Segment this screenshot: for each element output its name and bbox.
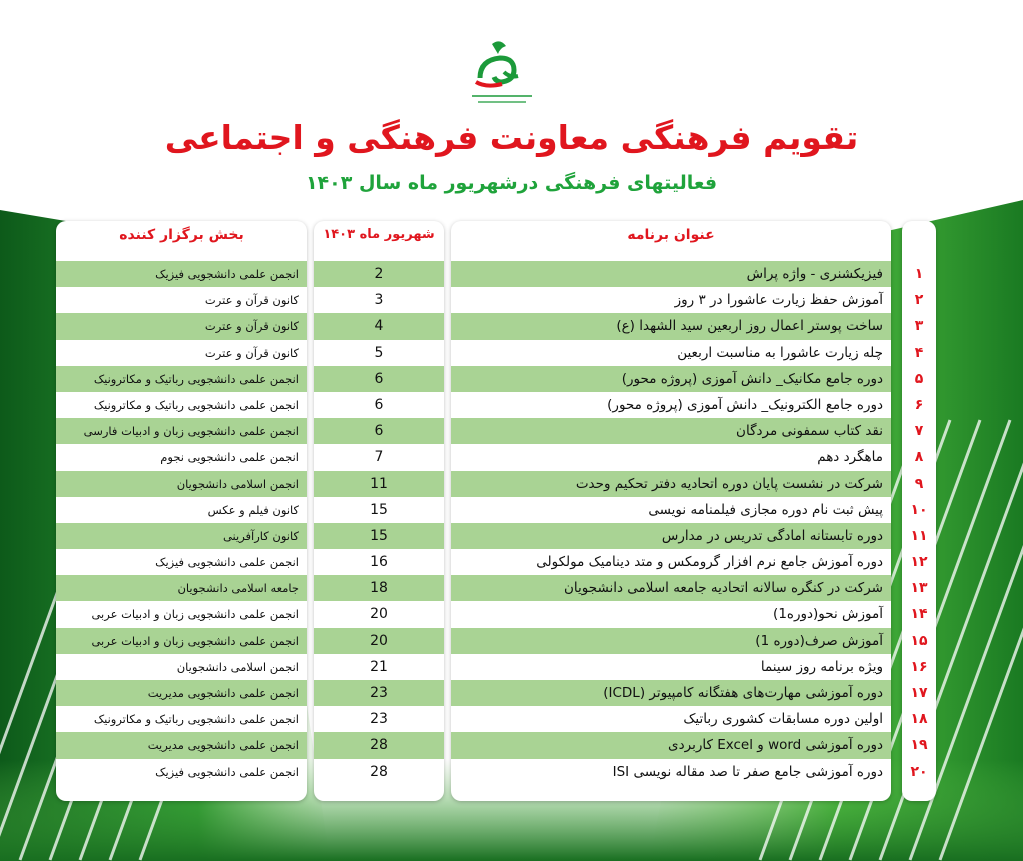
row-number: ۲ <box>914 292 924 309</box>
organizer-cell: انجمن علمی دانشجویی رباتیک و مکاترونیک <box>56 366 307 392</box>
date-column <box>314 221 444 801</box>
date-cell: 23 <box>314 680 444 706</box>
date-cell: 15 <box>314 497 444 523</box>
organizer-column <box>56 221 307 801</box>
date-cell: 7 <box>314 444 444 470</box>
date-cell: 3 <box>314 287 444 313</box>
program-cell: دوره آموزشی جامع صفر تا صد مقاله نویسی ISI <box>451 759 891 785</box>
organizer-header: بخش برگزار کننده <box>119 227 244 243</box>
date-cell: 20 <box>314 628 444 654</box>
program-cell: آموزش حفظ زیارت عاشورا در ۳ روز <box>451 287 891 313</box>
organizer-cell: کانون قرآن و عترت <box>56 313 307 339</box>
row-number: ۱۰ <box>910 501 928 518</box>
page-subtitle: فعالیتهای فرهنگی درشهریور ماه سال ۱۴۰۳ <box>305 172 718 194</box>
row-number: ۱۲ <box>910 554 928 571</box>
program-cell: چله زیارت عاشورا به مناسبت اربعین <box>451 340 891 366</box>
date-cell: 23 <box>314 706 444 732</box>
program-cell: دوره جامع الکترونیک_ دانش آموزی (پروژه محور) <box>451 392 891 418</box>
organizer-cell: انجمن علمی دانشجویی نجوم <box>56 444 307 470</box>
row-number: ۱۷ <box>910 685 928 701</box>
date-cell: 6 <box>314 418 444 444</box>
program-cell: ویژه برنامه روز سینما <box>451 654 891 680</box>
organizer-cell: انجمن علمی دانشجویی مدیریت <box>56 732 307 758</box>
organizer-cell: کانون قرآن و عترت <box>56 340 307 366</box>
row-number: ۱۸ <box>910 711 928 728</box>
program-cell: نقد کتاب سمفونی مردگان <box>451 418 891 444</box>
organizer-cell: انجمن علمی دانشجویی زبان و ادبیات فارسی <box>56 418 307 444</box>
organizer-cell: انجمن علمی دانشجویی رباتیک و مکاترونیک <box>56 392 307 418</box>
row-number: ۱۱ <box>910 527 928 544</box>
program-cell: شرکت در نشست پایان دوره اتحادیه دفتر تحکیم وحدت <box>451 471 891 497</box>
page-title: تقویم فرهنگی معاونت فرهنگی و اجتماعی <box>164 118 859 157</box>
organizer-cell: کانون فیلم و عکس <box>56 497 307 523</box>
organizer-cell: انجمن علمی دانشجویی رباتیک و مکاترونیک <box>56 706 307 732</box>
date-header: شهریور ماه ۱۴۰۳ <box>323 227 435 242</box>
program-cell: پیش ثبت نام دوره مجازی فیلمنامه نویسی <box>451 497 891 523</box>
date-cell: 11 <box>314 471 444 497</box>
organizer-cell: انجمن علمی دانشجویی فیزیک <box>56 549 307 575</box>
university-logo <box>462 38 542 110</box>
organizer-cell: انجمن علمی دانشجویی فیزیک <box>56 759 307 785</box>
organizer-cell: انجمن علمی دانشجویی فیزیک <box>56 261 307 287</box>
program-cell: دوره آموزشی مهارت‌های هفتگانه کامپیوتر (ICDL) <box>451 680 891 706</box>
row-number-column <box>902 221 936 801</box>
program-column <box>451 221 891 801</box>
date-cell: 5 <box>314 340 444 366</box>
row-number: ۹ <box>914 475 924 492</box>
program-cell: دوره آموزش جامع نرم افزار گرومکس و متد دینامیک مولکولی <box>451 549 891 575</box>
row-number: ۵ <box>914 370 924 387</box>
program-cell: ساخت پوستر اعمال روز اربعین سید الشهدا (ع) <box>451 313 891 339</box>
program-cell: ماهگرد دهم <box>451 444 891 470</box>
date-cell: 6 <box>314 392 444 418</box>
date-cell: 18 <box>314 575 444 601</box>
row-number: ۱۵ <box>910 632 928 649</box>
date-cell: 21 <box>314 654 444 680</box>
organizer-cell: انجمن علمی دانشجویی مدیریت <box>56 680 307 706</box>
date-cell: 4 <box>314 313 444 339</box>
program-cell: دوره جامع مکانیک_ دانش آموزی (پروژه محور) <box>451 366 891 392</box>
date-cell: 2 <box>314 261 444 287</box>
program-cell: آموزش نحو(دوره1) <box>451 601 891 627</box>
organizer-cell: انجمن اسلامی دانشجویان <box>56 471 307 497</box>
date-cell: 20 <box>314 601 444 627</box>
organizer-cell: جامعه اسلامی دانشجویان <box>56 575 307 601</box>
organizer-cell: کانون کارآفرینی <box>56 523 307 549</box>
row-number: ۱ <box>914 266 924 282</box>
row-number: ۱۳ <box>910 580 928 597</box>
row-number: ۶ <box>914 396 924 413</box>
date-cell: 16 <box>314 549 444 575</box>
date-cell: 28 <box>314 732 444 758</box>
organizer-cell: انجمن اسلامی دانشجویان <box>56 654 307 680</box>
organizer-cell: انجمن علمی دانشجویی زبان و ادبیات عربی <box>56 601 307 627</box>
organizer-cell: انجمن علمی دانشجویی زبان و ادبیات عربی <box>56 628 307 654</box>
row-number: ۸ <box>914 449 924 466</box>
row-number: ۴ <box>914 344 924 361</box>
program-cell: فیزیکشنری - واژه پراش <box>451 261 891 287</box>
organizer-cell: کانون قرآن و عترت <box>56 287 307 313</box>
date-cell: 6 <box>314 366 444 392</box>
row-number: ۱۶ <box>910 658 928 675</box>
program-cell: دوره تابستانه امادگی تدریس در مدارس <box>451 523 891 549</box>
date-cell: 15 <box>314 523 444 549</box>
program-cell: شرکت در کنگره سالانه اتحادیه جامعه اسلامی دانشجویان <box>451 575 891 601</box>
program-cell: دوره آموزشی word و Excel کاربردی <box>451 732 891 758</box>
program-cell: اولین دوره مسابقات کشوری رباتیک <box>451 706 891 732</box>
program-cell: آموزش صرف(دوره 1) <box>451 628 891 654</box>
row-number: ۱۴ <box>910 606 928 623</box>
date-cell: 28 <box>314 759 444 785</box>
program-header: عنوان برنامه <box>627 227 715 243</box>
row-number: ۱۹ <box>910 737 928 754</box>
row-number: ۳ <box>914 318 924 335</box>
row-number: ۲۰ <box>910 763 928 780</box>
row-number: ۷ <box>914 423 924 440</box>
